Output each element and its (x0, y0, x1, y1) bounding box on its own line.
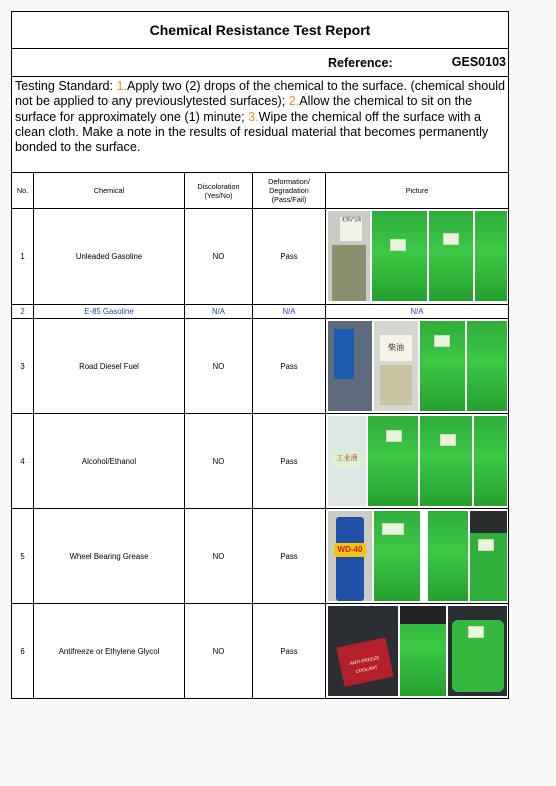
gasoline-bottle-label: 无铅汽油 (340, 217, 362, 241)
row-picture (326, 209, 509, 305)
row-deformation: Pass (253, 414, 326, 509)
row-chemical: Road Diesel Fuel (34, 319, 185, 414)
row-no: 6 (12, 604, 34, 699)
test-panel-photo (420, 321, 465, 411)
reference-cell (12, 49, 509, 77)
step3-text: Wipe the chemical off the surface with a clean cloth. Make a note in the results of residual material that becomes permanently bonded to the surface. (15, 109, 489, 155)
header-no: No. (12, 173, 34, 209)
row-chemical: Antifreeze or Ethylene Glycol (34, 604, 185, 699)
test-panel-photo (467, 321, 507, 411)
grease-can-photo (328, 511, 372, 601)
fuel-pump-photo (328, 321, 372, 411)
row-deformation: Pass (253, 319, 326, 414)
antifreeze-bottle-photo (328, 606, 398, 696)
test-panel-photo (475, 211, 507, 301)
row-no: 2 (12, 305, 34, 319)
alcohol-bottle-photo (328, 416, 366, 506)
step1-number: 1. (116, 79, 128, 93)
table-row (12, 414, 509, 509)
row-discoloration: NO (185, 319, 253, 414)
row-picture (326, 414, 509, 509)
table-row (12, 319, 509, 414)
test-panel-photo (400, 606, 446, 696)
row-no: 4 (12, 414, 34, 509)
test-panel-photo (372, 211, 427, 301)
row-picture (326, 604, 509, 699)
table-row (12, 305, 509, 319)
row-deformation: N/A (253, 305, 326, 319)
row-chemical: Alcohol/Ethanol (34, 414, 185, 509)
row-discoloration: NO (185, 604, 253, 699)
step1-text: Apply two (2) drops of the chemical to the surface. (chemical should not be applied to any previouslytested surfaces); (15, 79, 506, 109)
standard-prefix: Testing Standard: (15, 79, 117, 93)
test-panel-photo (474, 416, 507, 506)
test-panel-photo (428, 511, 468, 601)
row-chemical: Wheel Bearing Grease (34, 509, 185, 604)
table-row (12, 509, 509, 604)
row-discoloration: NO (185, 509, 253, 604)
report-table (11, 11, 509, 699)
header-picture: Picture (326, 173, 509, 209)
row-discoloration: NO (185, 209, 253, 305)
table-row (12, 604, 509, 699)
row-chemical: Unleaded Gasoline (34, 209, 185, 305)
row-picture: N/A (326, 305, 509, 319)
alcohol-bottle-label: 工业酒 (331, 450, 363, 468)
step3-number: 3. (248, 109, 259, 124)
table-row (12, 209, 509, 305)
diesel-bottle-photo (374, 321, 418, 411)
row-no: 1 (12, 209, 34, 305)
header-deformation: Deformation/ Degradation (Pass/Fail) (253, 173, 326, 209)
gasoline-bottle-photo (328, 211, 370, 301)
row-deformation: Pass (253, 604, 326, 699)
row-picture (326, 319, 509, 414)
header-row (12, 173, 509, 209)
row-deformation: Pass (253, 509, 326, 604)
row-no: 5 (12, 509, 34, 604)
row-deformation: Pass (253, 209, 326, 305)
header-chemical: Chemical (34, 173, 185, 209)
row-discoloration: N/A (185, 305, 253, 319)
test-panel-photo (470, 511, 507, 601)
reference-label: Reference: (328, 55, 393, 70)
grease-can-label: WD-40 (334, 543, 366, 557)
row-no: 3 (12, 319, 34, 414)
step2-text: Allow the chemical to sit on the surface for approximately one (1) minute; (15, 94, 473, 124)
test-panel-photo (420, 416, 472, 506)
report-sheet (11, 11, 508, 699)
row-picture (326, 509, 509, 604)
test-panel-photo (448, 606, 507, 696)
row-chemical: E-85 Gasoline (34, 305, 185, 319)
header-discoloration: Discoloration (Yes/No) (185, 173, 253, 209)
reference-value: GES0103 (451, 55, 506, 69)
test-panel-photo (368, 416, 418, 506)
diesel-bottle-label: 柴油 (380, 335, 412, 361)
antifreeze-label: ANTI-FREEZE COOLANT (336, 637, 393, 687)
testing-standard (12, 77, 509, 173)
report-title: Chemical Resistance Test Report (12, 12, 509, 49)
test-panel-photo (374, 511, 420, 601)
test-panel-photo (429, 211, 473, 301)
step2-number: 2. (288, 94, 300, 109)
row-discoloration: NO (185, 414, 253, 509)
